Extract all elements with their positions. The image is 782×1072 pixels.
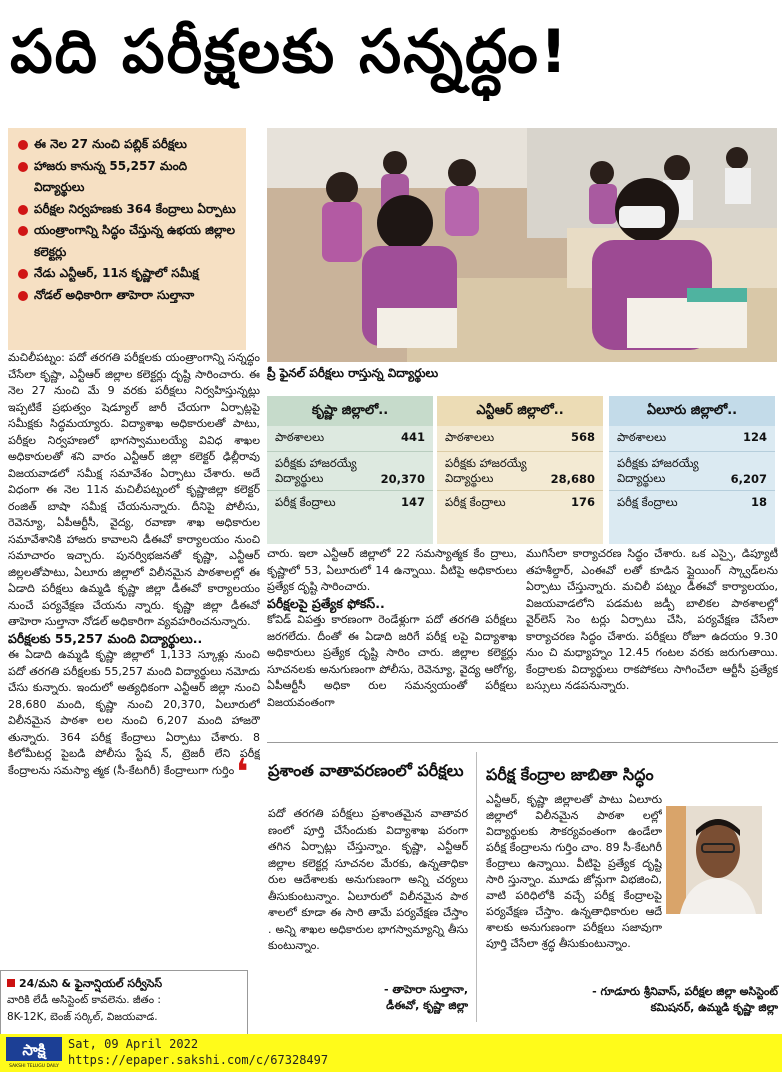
box-left-title: ప్రశాంత వాతావరణంలో పరీక్షలు: [268, 761, 464, 780]
officer-portrait: [666, 806, 762, 914]
highlights-box: [8, 128, 246, 350]
signature-name: - తాహెరా సుల్తానా,: [384, 983, 468, 996]
district-stats-box: [267, 396, 433, 544]
bullet-dot-icon: [18, 162, 28, 172]
students-photo: [267, 128, 777, 362]
signature-line-1: - గూడూరు శ్రీనివాస్, పరీక్షల జిల్లా అసిస్టెంట్: [592, 985, 778, 998]
footer-bar: [0, 1034, 782, 1072]
box-right-signature: [486, 984, 778, 1016]
ad-line-1: 24/మని & ఫైనాన్షియల్ సర్వీసెస్: [7, 975, 241, 992]
district-title: కృష్ణా జిల్లాలో..: [267, 396, 433, 426]
middle-column-article: [267, 546, 517, 736]
box-right-text: ఎన్టీఆర్, కృష్ణా జిల్లాలతో పాటు ఏలూరు జిల్లాలో విలీనమైన పాఠశా లల్లో విద్యార్థులకు సౌకర్యవంతంగా ఉండేలా పరీక్ష కేంద్రాలను గుర్తిం చాం. 89 సీ-కేటగిరీ కేంద్రాలు ఉన్నాయి. వీటిపై ప్రత్యేక దృష్టి సారి స్తున్నాం. మూడు జోన్లుగా విభజించి, వాటి పరిధిలోకి వచ్చే పరీక్ష కేంద్రాలపై పర్యవేక్షణ చేస్తాం. ఉన్నతాధికారుల ఆదే శాలకు అనుగుణంగా పరీక్షలు సజావుగా పూర్తి చేసేలా శ్రద్ధ తీసుకుంటున్నాం.: [486, 793, 662, 950]
stat-row-students: పరీక్షకు హాజరయ్యే విద్యార్థులు 20,370: [267, 452, 433, 491]
signature-role: డీఈవో, కృష్ణా జిల్లా: [386, 999, 468, 1012]
mid-para-1: చారు. ఇలా ఎన్టీఆర్ జిల్లాలో 22 సమస్యాత్మక కేం ద్రాలు, కృష్ణాలో 53, ఏలూరులో 14 ఉన్నాయి. వీటిపై అధికారులు ప్రత్యేక దృష్టి సారించారు.: [267, 547, 517, 593]
classified-ad: [0, 970, 248, 1038]
bullet-dot-icon: [18, 205, 28, 215]
right-column-article: [526, 546, 778, 736]
svg-text:SAKSHI TELUGU DAILY: SAKSHI TELUGU DAILY: [9, 1064, 59, 1069]
district-title: ఎన్టీఆర్ జిల్లాలో..: [437, 396, 603, 426]
mid-para-2: కోవిడ్ విపత్తు కారణంగా రెండేళ్లుగా పదో తరగతి పరీక్షలు జరగలేదు. దీంతో ఈ ఏడాది జరిగే పరీక్ష లపై విద్యాశాఖ అధికారులు ప్రత్యేక దృష్టి సారిం చారు. జిల్లాల కలెక్టర్లు సూచనలకు అనుగుణంగా పోలీసు, రెవెన్యూ, వైద్య ఆరోగ్య, ఏపీఆర్టీసీ అధికా రుల సమన్వయంతో పరీక్షలు విజయవంతంగా: [267, 613, 517, 709]
ad-line-3: 8K-12K, బెంజ్ సర్కిల్, విజయవాడ.: [7, 1011, 158, 1023]
epaper-url[interactable]: https://epaper.sakshi.com/c/67328497: [68, 1053, 329, 1067]
box-left-signature: [268, 982, 468, 1014]
highlight-item: హాజరు కానున్న 55,257 మంది విద్యార్థులు: [16, 156, 240, 199]
section-divider: [267, 742, 778, 743]
signature-line-2: కమిషనర్, ఉమ్మడి కృష్ణా జిల్లా: [650, 1001, 778, 1014]
svg-text:సాక్షి: సాక్షి: [22, 1041, 46, 1059]
highlight-item: యంత్రాంగాన్ని సిద్ధం చేస్తున్న ఉభయ జిల్లాల కలెక్టర్లు: [16, 220, 240, 263]
highlight-item: ఈ నెల 27 నుంచి పబ్లిక్ పరీక్షలు: [16, 134, 240, 156]
left-para-2: ఈ ఏడాది ఉమ్మడి కృష్ణా జిల్లాలో 1,133 స్కూళ్లు నుంచి పదో తరగతి పరీక్షలకు 55,257 మంది విద్యార్థులు నమోదు చేసు కున్నారు. ఇందులో అత్యధికంగా ఎన్టీఆర్ జిల్లా నుంచి 28,680 మంది, కృష్ణా నుంచి 20,370, ఏలూరులో విలీనమైన పాఠశా లల నుంచి 6,207 మంది హాజరౌ తున్నారు. 364 పరీక్ష కేంద్రాలు ఏర్పాటు చేశారు. 8 కిలోమీటర్ల పైబడి పోలీసు స్టేష న్, ట్రెజరీ లేని పరీక్ష కేంద్రాలను సమస్యా త్మక (సీ-కేటగిరీ) కేంద్రాలుగా గుర్తిం: [8, 648, 260, 777]
highlights-list: [16, 134, 240, 306]
left-para-1: మచిలీపట్నం: పదో తరగతి పరీక్షలకు యంత్రాంగాన్ని సన్నద్ధం చేసేలా కృష్ణా, ఎన్టీఆర్ జిల్లాల కలెక్టర్లు దృష్టి సారించారు. ఈ నెల 27 నుంచి మే 9 వరకు పరీక్షలు నిర్వహిస్తున్నట్లు ఇప్పటికే ప్రభుత్వం షెడ్యూల్ జారీ చేయగా ఏర్పాట్లపై సమీక్షకు సిద్ధమయ్యారు. విద్యాశాఖ అధికారులతో పాటు, పరీక్షల నిర్వహణలో భాగస్వాములయ్యే వివిధ శాఖల అధికారులతో శని వారం ఎన్టీఆర్ జిల్లా కలెక్టర్ ఢిల్లీరావు విజయవాడలో సమీక్ష సమావేశం ఏర్పాటు చేశారు. అదే విధంగా ఈ నెల 11న మచిలీపట్నంలో కృష్ణాజిల్లా కలెక్టర్ రంజిత్ బాషా సమీక్ష చేయనున్నారు. దీనిపై పోలీసు, రెవెన్యూ, ఏపీఆర్టీసీ, వైద్య, రవాణా శాఖ అధికారుల సమావేశానికి హాజరు కావాలని డీఈవో కార్యాలయం నుంచి సమాచారం ఇచ్చారు. పునర్విభజనతో కృష్ణా, ఎన్టీఆర్ జిల్లలతోపాటు, ఏలూరు జిల్లాలో విలీనమైన పాఠశాలల్లో ఈ ఏడాది పరీక్షలు ఉమ్మడి కృష్ణా జిల్లా డీఈవో కార్యాలయం నుంచే పర్యవేక్షణ చేయను న్నారు. కృష్ణా జిల్లా డీఈవో తాహెరా సుల్తానా నోడల్ అధికారిగా వ్యవహరించనున్నారు.: [8, 351, 260, 628]
highlight-item: నోడల్ అధికారిగా తాహెరా సుల్తానా: [16, 285, 240, 307]
vertical-divider: [476, 752, 477, 1022]
ad-line-2: వారికి లేడీ అసిస్టెంట్ కావలెను. జీతం :: [7, 994, 161, 1006]
bullet-dot-icon: [18, 140, 28, 150]
box-left-text: పదో తరగతి పరీక్షలు ప్రశాంతమైన వాతావర ణంలో పూర్తి చేసేందుకు విద్యాశాఖ పరంగా తగిన ఏర్పాట్లు చేస్తున్నాం. కృష్ణా, ఎన్టీఆర్ జిల్లాల కలెక్టర్ల సూచనల మేరకు, ఉన్నతాధికా రుల ఆదేశాలకు అనుగుణంగా అన్ని చర్యలు తీసుకుంటున్నాం. ఏలూరులో విలీనమైన పాఠ శాలలో కూడా ఈ సారి తామే పర్యవేక్షణ చేస్తాం . అన్ని శాఖల అధికారుల భాగస్వామ్యాన్ని తీసు కుంటున్నాం.: [268, 807, 468, 952]
quote-icon: ❛: [236, 752, 249, 793]
mid-subhead: పరీక్షలపై ప్రత్యేక ఫోకస్..: [267, 595, 385, 611]
stat-row-centers: పరీక్ష కేంద్రాలు 176: [445, 495, 595, 509]
stat-row-centers: పరీక్ష కేంద్రాలు 147: [275, 495, 425, 509]
left-subhead: పరీక్షలకు 55,257 మంది విద్యార్థులు..: [8, 630, 203, 646]
stat-row-schools: పాఠశాలలు 441: [267, 426, 433, 452]
highlight-item: పరీక్షల నిర్వహణకు 364 కేంద్రాలు ఏర్పాటు: [16, 199, 240, 221]
district-title: ఏలూరు జిల్లాలో..: [609, 396, 775, 426]
right-para: ముగిసేలా కార్యాచరణ సిద్ధం చేశారు. ఒక ఎస్సై, డిప్యూటీ తహశీల్దార్, ఎంఈవో లతో కూడిన ప్లైయింగ్ స్క్వాడ్‌లను ఏర్పాటు చేస్తున్నారు. మచిలీ పట్నం డీఈవో కార్యాలయం, విజయవాడలోని పడమట జడ్పీ బాలికల పాఠశాలల్లో వైర్‌లెస్ సెం టర్లు ఏర్పాటు చేసి, పర్యవేక్షణ చేసేలా కార్యాచరణ సిద్ధం చేశారు. పరీక్షలు రోజూ ఉదయం 9.30 నుం చి మధ్యాహ్నం 12.45 గంటల వరకు జరుగుతాయి. కేంద్రాలకు విద్యార్థులు రాకపోకలు సాగించేలా ఆర్టీసీ ప్రత్యేక బస్సులు నడపనున్నారు.: [526, 547, 778, 692]
sakshi-logo: [6, 1037, 62, 1069]
ad-bullet-icon: [7, 979, 15, 987]
stat-row-centers: పరీక్ష కేంద్రాలు 18: [617, 495, 767, 509]
box-right-title: పరీక్ష కేంద్రాల జాబితా సిద్ధం: [486, 765, 654, 784]
edition-date: Sat, 09 April 2022: [68, 1037, 199, 1051]
headline: పది పరీక్షలకు సన్నద్ధం!: [10, 17, 570, 87]
left-column-article: [8, 350, 260, 970]
stat-row-students: పరీక్షకు హాజరయ్యే విద్యార్థులు 6,207: [609, 452, 775, 491]
highlight-item: నేడు ఎన్టీఆర్, 11న కృష్ణాలో సమీక్ష: [16, 263, 240, 285]
photo-caption: ప్రీ ఫైనల్ పరీక్షలు రాస్తున్న విద్యార్థులు: [267, 366, 439, 380]
bullet-dot-icon: [18, 291, 28, 301]
stat-row-schools: పాఠశాలలు 568: [437, 426, 603, 452]
bullet-dot-icon: [18, 269, 28, 279]
district-stats-box: [609, 396, 775, 544]
district-stats-box: [437, 396, 603, 544]
bullet-dot-icon: [18, 226, 28, 236]
stat-row-schools: పాఠశాలలు 124: [609, 426, 775, 452]
stat-row-students: పరీక్షకు హాజరయ్యే విద్యార్థులు 28,680: [437, 452, 603, 491]
